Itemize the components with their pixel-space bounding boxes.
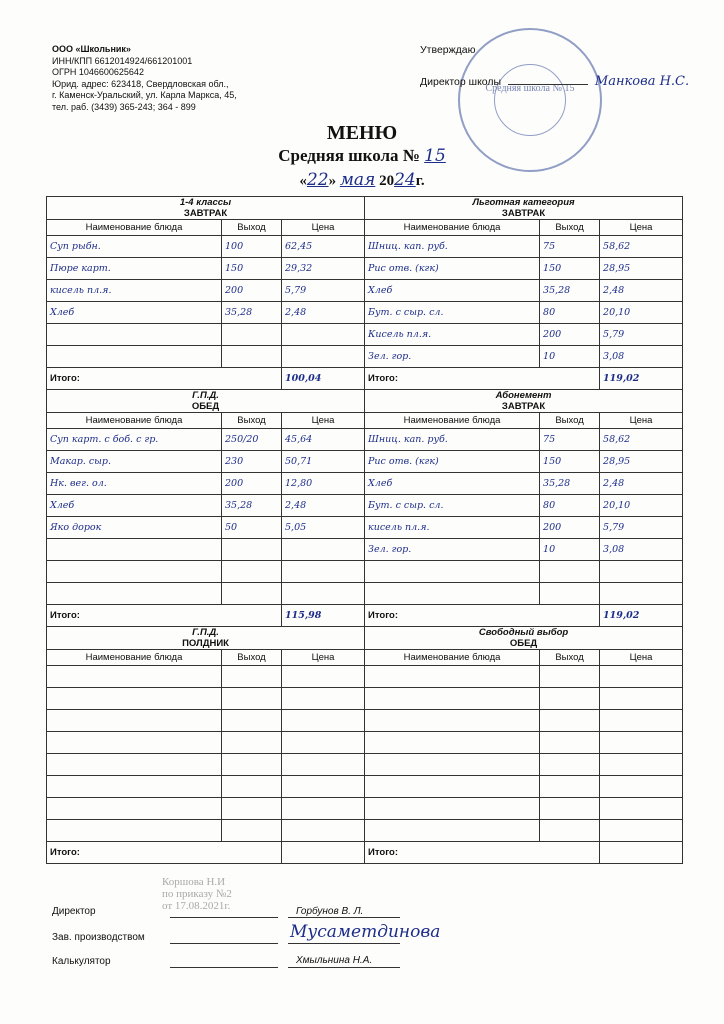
dish-price bbox=[282, 583, 365, 605]
dish-output bbox=[222, 666, 282, 688]
table-row bbox=[47, 302, 683, 324]
dish-name bbox=[47, 346, 222, 368]
table-row bbox=[47, 429, 683, 451]
dish-price: 12,80 bbox=[282, 473, 365, 495]
column-header-name: Наименование блюда bbox=[47, 650, 222, 666]
table-row bbox=[47, 561, 683, 583]
dish-name: Пюре карт. bbox=[47, 258, 222, 280]
dish-price: 5,79 bbox=[600, 517, 683, 539]
column-header-name: Наименование блюда bbox=[47, 413, 222, 429]
total-value: 100,04 bbox=[282, 368, 365, 390]
director-name-line bbox=[288, 917, 400, 918]
calc-signature-row bbox=[52, 956, 111, 967]
column-header-output: Выход bbox=[222, 413, 282, 429]
dish-output bbox=[222, 346, 282, 368]
total-label: Итого: bbox=[365, 605, 600, 627]
section-meal: ЗАВТРАК bbox=[501, 401, 546, 412]
calc-name-line bbox=[288, 967, 400, 968]
dish-price: 3,08 bbox=[600, 346, 683, 368]
dish-price bbox=[600, 820, 683, 842]
dish-price: 58,62 bbox=[600, 236, 683, 258]
org-phone: тел. раб. (3439) 365-243; 364 - 899 bbox=[52, 101, 196, 112]
dish-price: 2,48 bbox=[600, 473, 683, 495]
column-header-price: Цена bbox=[282, 413, 365, 429]
dish-output bbox=[540, 666, 600, 688]
section-header-row bbox=[47, 390, 683, 413]
dish-price: 5,05 bbox=[282, 517, 365, 539]
dish-output: 75 bbox=[540, 429, 600, 451]
dish-name bbox=[365, 776, 540, 798]
dish-price: 2,48 bbox=[600, 280, 683, 302]
section-title-right bbox=[365, 197, 683, 220]
dish-output bbox=[222, 798, 282, 820]
dish-price bbox=[282, 732, 365, 754]
total-row bbox=[47, 842, 683, 864]
dish-output: 80 bbox=[540, 302, 600, 324]
dish-output bbox=[222, 776, 282, 798]
section-group: Г.П.Д. bbox=[192, 627, 219, 638]
dish-name: Зел. гор. bbox=[365, 539, 540, 561]
calc-name: Хмыльнина Н.А. bbox=[296, 955, 373, 966]
dish-output bbox=[222, 754, 282, 776]
dish-output: 150 bbox=[540, 258, 600, 280]
section-group: Абонемент bbox=[495, 390, 552, 401]
section-group: Льготная категория bbox=[472, 197, 575, 208]
dish-name: кисель пл.я. bbox=[47, 280, 222, 302]
date-year-suffix: 24 bbox=[394, 170, 416, 190]
dish-name bbox=[47, 798, 222, 820]
section-meal: ОБЕД bbox=[191, 401, 220, 412]
dish-output bbox=[540, 820, 600, 842]
production-signature-line bbox=[170, 943, 278, 944]
menu-table bbox=[46, 196, 683, 864]
dish-name bbox=[365, 666, 540, 688]
dish-price bbox=[600, 710, 683, 732]
approve-label: Утверждаю bbox=[420, 44, 476, 56]
dish-name: Суп карт. с боб. с гр. bbox=[47, 429, 222, 451]
section-title-left bbox=[47, 390, 365, 413]
section-title-left bbox=[47, 627, 365, 650]
dish-name bbox=[47, 666, 222, 688]
production-name: Мусаметдинова bbox=[290, 922, 441, 942]
column-header-output: Выход bbox=[222, 650, 282, 666]
approve-director-name: Манкова Н.С. bbox=[594, 74, 690, 89]
table-row bbox=[47, 798, 683, 820]
dish-name: Рис отв. (кгк) bbox=[365, 258, 540, 280]
dish-name bbox=[365, 798, 540, 820]
dish-output: 230 bbox=[222, 451, 282, 473]
director-signature-line bbox=[170, 917, 278, 918]
total-row bbox=[47, 368, 683, 390]
table-row bbox=[47, 258, 683, 280]
total-row bbox=[47, 605, 683, 627]
dish-output: 150 bbox=[222, 258, 282, 280]
dish-output: 200 bbox=[222, 280, 282, 302]
dish-price bbox=[282, 798, 365, 820]
total-label: Итого: bbox=[47, 368, 282, 390]
dish-output: 50 bbox=[222, 517, 282, 539]
dish-price: 28,95 bbox=[600, 451, 683, 473]
dish-output bbox=[222, 539, 282, 561]
dish-output: 75 bbox=[540, 236, 600, 258]
school-prefix: Средняя школа № bbox=[278, 146, 420, 165]
dish-price bbox=[282, 710, 365, 732]
dish-output bbox=[222, 710, 282, 732]
faint-stamp bbox=[162, 876, 232, 912]
director-name: Горбунов В. Л. bbox=[296, 906, 364, 917]
dish-name bbox=[47, 776, 222, 798]
org-inn: ИНН/КПП 6612014924/661201001 bbox=[52, 55, 193, 66]
column-header-name: Наименование блюда bbox=[365, 413, 540, 429]
section-title-right bbox=[365, 390, 683, 413]
column-header-name: Наименование блюда bbox=[47, 220, 222, 236]
date-month: мая bbox=[339, 170, 376, 190]
dish-name bbox=[365, 820, 540, 842]
dish-name: Хлеб bbox=[47, 495, 222, 517]
dish-name: Яко дорок bbox=[47, 517, 222, 539]
date-year-prefix: 20 bbox=[379, 173, 395, 189]
table-row bbox=[47, 324, 683, 346]
school-title bbox=[0, 146, 724, 166]
dish-output bbox=[222, 324, 282, 346]
organization-details bbox=[52, 44, 237, 113]
column-header-price: Цена bbox=[600, 220, 683, 236]
column-header-price: Цена bbox=[282, 650, 365, 666]
column-header-output: Выход bbox=[540, 413, 600, 429]
dish-name bbox=[47, 688, 222, 710]
total-label: Итого: bbox=[365, 368, 600, 390]
section-header-row bbox=[47, 627, 683, 650]
dish-price: 58,62 bbox=[600, 429, 683, 451]
dish-name bbox=[47, 583, 222, 605]
dish-name bbox=[365, 583, 540, 605]
table-row bbox=[47, 539, 683, 561]
section-title-left bbox=[47, 197, 365, 220]
section-group: 1-4 классы bbox=[179, 197, 232, 208]
table-row bbox=[47, 473, 683, 495]
table-row bbox=[47, 688, 683, 710]
total-value: 119,02 bbox=[600, 605, 683, 627]
column-header-row bbox=[47, 220, 683, 236]
date-day: 22 bbox=[306, 170, 329, 190]
table-row bbox=[47, 451, 683, 473]
dish-output: 35,28 bbox=[222, 495, 282, 517]
org-address-line2: г. Каменск-Уральский, ул. Карла Маркса, 45, bbox=[52, 90, 237, 100]
calc-label: Калькулятор bbox=[52, 956, 111, 967]
faint-stamp-line2: по приказу №2 bbox=[162, 888, 232, 900]
dish-price bbox=[600, 688, 683, 710]
dish-output: 200 bbox=[540, 324, 600, 346]
approve-director-label: Директор школы bbox=[420, 76, 502, 88]
dish-name bbox=[47, 820, 222, 842]
dish-output bbox=[222, 688, 282, 710]
dish-output bbox=[222, 561, 282, 583]
section-header-row bbox=[47, 197, 683, 220]
dish-price: 50,71 bbox=[282, 451, 365, 473]
dish-price: 2,48 bbox=[282, 302, 365, 324]
date-quote-open: « bbox=[299, 173, 307, 189]
table-row bbox=[47, 820, 683, 842]
dish-output: 200 bbox=[540, 517, 600, 539]
column-header-price: Цена bbox=[600, 650, 683, 666]
approval-block bbox=[420, 44, 689, 89]
dish-price bbox=[600, 798, 683, 820]
dish-output bbox=[222, 820, 282, 842]
dish-name bbox=[365, 732, 540, 754]
dish-price: 45,64 bbox=[282, 429, 365, 451]
dish-name: Бут. с сыр. сл. bbox=[365, 495, 540, 517]
dish-name bbox=[365, 688, 540, 710]
dish-price bbox=[282, 754, 365, 776]
faint-stamp-line1: Коршова Н.И bbox=[162, 876, 226, 888]
dish-name bbox=[47, 754, 222, 776]
dish-name bbox=[47, 539, 222, 561]
total-value: 115,98 bbox=[282, 605, 365, 627]
table-row bbox=[47, 236, 683, 258]
dish-name: Рис отв. (кгк) bbox=[365, 451, 540, 473]
stamp-text: Средняя школа № 15 bbox=[485, 83, 575, 94]
menu-date bbox=[0, 170, 724, 190]
director-signature-row bbox=[52, 906, 96, 917]
section-meal: ПОЛДНИК bbox=[182, 638, 229, 649]
dish-output: 35,28 bbox=[222, 302, 282, 324]
total-label: Итого: bbox=[47, 842, 282, 864]
section-meal: ЗАВТРАК bbox=[183, 208, 228, 219]
dish-output: 250/20 bbox=[222, 429, 282, 451]
dish-price: 28,95 bbox=[600, 258, 683, 280]
total-label: Итого: bbox=[47, 605, 282, 627]
dish-name: Бут. с сыр. сл. bbox=[365, 302, 540, 324]
dish-price: 3,08 bbox=[600, 539, 683, 561]
dish-output bbox=[540, 561, 600, 583]
dish-price bbox=[600, 732, 683, 754]
dish-price bbox=[282, 776, 365, 798]
table-row bbox=[47, 346, 683, 368]
dish-output bbox=[540, 754, 600, 776]
column-header-output: Выход bbox=[540, 220, 600, 236]
table-row bbox=[47, 776, 683, 798]
table-row bbox=[47, 710, 683, 732]
dish-price bbox=[282, 666, 365, 688]
table-row bbox=[47, 280, 683, 302]
dish-name: Макар. сыр. bbox=[47, 451, 222, 473]
dish-output bbox=[540, 583, 600, 605]
column-header-price: Цена bbox=[282, 220, 365, 236]
approve-director-line bbox=[420, 74, 689, 89]
dish-price bbox=[600, 666, 683, 688]
dish-price bbox=[282, 539, 365, 561]
faint-stamp-line3: от 17.08.2021г. bbox=[162, 900, 231, 912]
director-label: Директор bbox=[52, 906, 96, 917]
dish-price bbox=[600, 561, 683, 583]
production-signature-row bbox=[52, 932, 145, 943]
column-header-output: Выход bbox=[540, 650, 600, 666]
dish-output bbox=[540, 798, 600, 820]
dish-price bbox=[600, 776, 683, 798]
total-value bbox=[282, 842, 365, 864]
dish-output: 10 bbox=[540, 346, 600, 368]
table-row bbox=[47, 666, 683, 688]
dish-name: Кисель пл.я. bbox=[365, 324, 540, 346]
dish-price: 2,48 bbox=[282, 495, 365, 517]
dish-price: 20,10 bbox=[600, 302, 683, 324]
production-name-line bbox=[288, 943, 400, 944]
table-row bbox=[47, 732, 683, 754]
dish-price: 5,79 bbox=[282, 280, 365, 302]
dish-name: кисель пл.я. bbox=[365, 517, 540, 539]
dish-output: 35,28 bbox=[540, 473, 600, 495]
section-title-right bbox=[365, 627, 683, 650]
dish-output bbox=[222, 732, 282, 754]
dish-price bbox=[282, 688, 365, 710]
dish-output: 80 bbox=[540, 495, 600, 517]
dish-name: Хлеб bbox=[365, 473, 540, 495]
column-header-name: Наименование блюда bbox=[365, 650, 540, 666]
dish-price bbox=[282, 346, 365, 368]
dish-output: 10 bbox=[540, 539, 600, 561]
dish-price bbox=[600, 754, 683, 776]
dish-name bbox=[47, 324, 222, 346]
date-year-end: г. bbox=[415, 173, 425, 189]
dish-output: 100 bbox=[222, 236, 282, 258]
production-label: Зав. производством bbox=[52, 932, 145, 943]
dish-name bbox=[47, 732, 222, 754]
menu-title: МЕНЮ bbox=[326, 122, 398, 144]
total-value: 119,02 bbox=[600, 368, 683, 390]
dish-price: 20,10 bbox=[600, 495, 683, 517]
column-header-row bbox=[47, 413, 683, 429]
table-row bbox=[47, 495, 683, 517]
dish-price: 29,32 bbox=[282, 258, 365, 280]
column-header-price: Цена bbox=[600, 413, 683, 429]
dish-name: Хлеб bbox=[47, 302, 222, 324]
dish-output bbox=[222, 583, 282, 605]
date-quote-close: » bbox=[328, 173, 337, 189]
dish-price bbox=[282, 561, 365, 583]
dish-name bbox=[47, 561, 222, 583]
dish-output: 35,28 bbox=[540, 280, 600, 302]
dish-name: Шниц. кап. руб. bbox=[365, 236, 540, 258]
dish-output bbox=[540, 776, 600, 798]
table-row bbox=[47, 583, 683, 605]
dish-name: Нк. вег. ол. bbox=[47, 473, 222, 495]
dish-output: 200 bbox=[222, 473, 282, 495]
dish-name bbox=[365, 710, 540, 732]
section-meal: ОБЕД bbox=[509, 638, 538, 649]
section-group: Г.П.Д. bbox=[192, 390, 219, 401]
dish-output: 150 bbox=[540, 451, 600, 473]
org-name: ООО «Школьник» bbox=[52, 44, 131, 54]
calc-signature-line bbox=[170, 967, 278, 968]
section-group: Свободный выбор bbox=[478, 627, 569, 638]
dish-name bbox=[47, 710, 222, 732]
column-header-output: Выход bbox=[222, 220, 282, 236]
dish-price: 62,45 bbox=[282, 236, 365, 258]
total-label: Итого: bbox=[365, 842, 600, 864]
column-header-row bbox=[47, 650, 683, 666]
dish-output bbox=[540, 710, 600, 732]
dish-name: Шниц. кап. руб. bbox=[365, 429, 540, 451]
dish-name bbox=[365, 561, 540, 583]
total-value bbox=[600, 842, 683, 864]
dish-name: Хлеб bbox=[365, 280, 540, 302]
section-meal: ЗАВТРАК bbox=[501, 208, 546, 219]
org-ogrn: ОГРН 1046600625642 bbox=[52, 67, 144, 77]
school-number: 15 bbox=[424, 146, 446, 166]
dish-price bbox=[600, 583, 683, 605]
approve-signature-line bbox=[508, 84, 588, 85]
dish-price bbox=[282, 820, 365, 842]
table-row bbox=[47, 754, 683, 776]
column-header-name: Наименование блюда bbox=[365, 220, 540, 236]
dish-price: 5,79 bbox=[600, 324, 683, 346]
dish-name: Суп рыбн. bbox=[47, 236, 222, 258]
table-row bbox=[47, 517, 683, 539]
dish-name: Зел. гор. bbox=[365, 346, 540, 368]
dish-output bbox=[540, 688, 600, 710]
org-address-line1: Юрид. адрес: 623418, Свердловская обл., bbox=[52, 78, 229, 89]
dish-price bbox=[282, 324, 365, 346]
dish-output bbox=[540, 732, 600, 754]
dish-name bbox=[365, 754, 540, 776]
